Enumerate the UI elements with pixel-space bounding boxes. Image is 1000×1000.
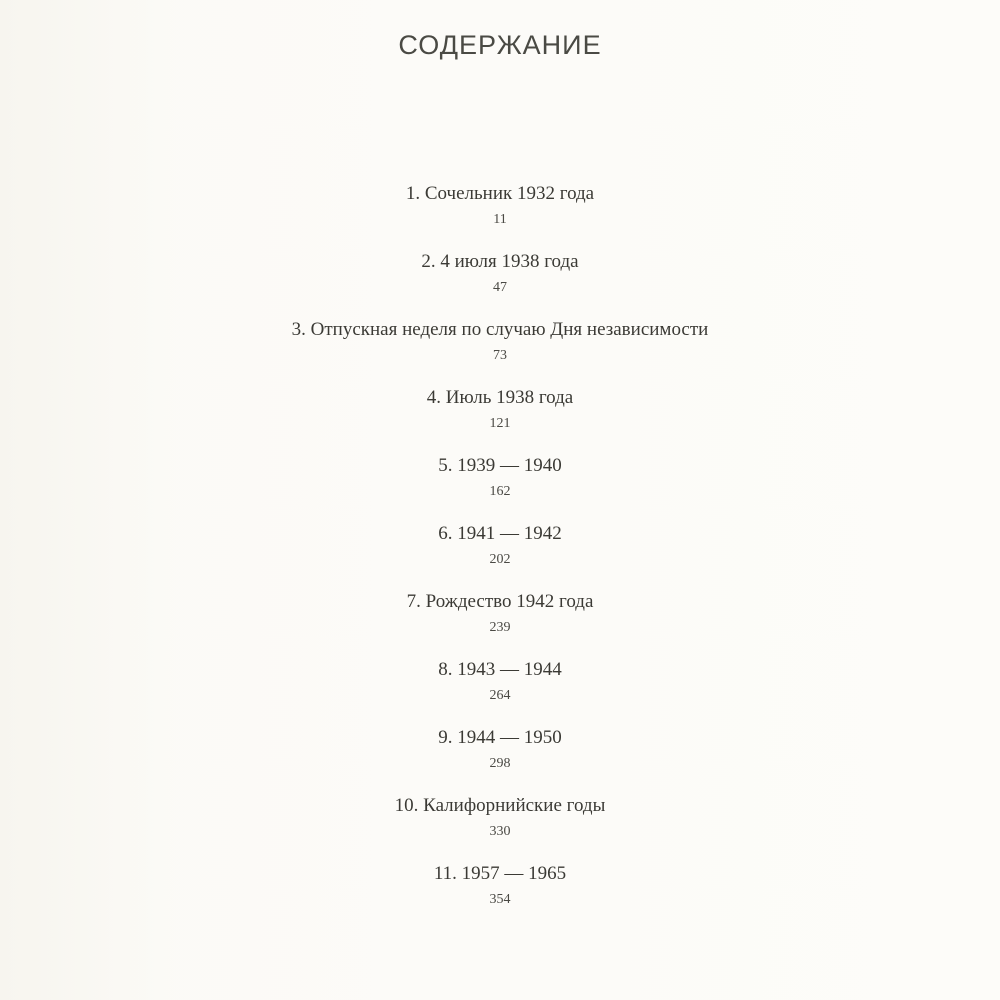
toc-entry-page-number: 121 — [489, 416, 511, 431]
toc-entry-title: 6. 1941 — 1942 — [438, 523, 562, 544]
toc-entry-title: 8. 1943 — 1944 — [438, 659, 562, 680]
toc-entry — [0, 384, 1000, 452]
toc-entry-page-number: 330 — [489, 824, 511, 839]
toc-entry-title: 9. 1944 — 1950 — [438, 727, 562, 748]
toc-entry-page-number: 354 — [489, 892, 511, 907]
toc-entry-title: 10. Калифорнийские годы — [394, 795, 606, 816]
toc-entry-title: 4. Июль 1938 года — [426, 387, 574, 408]
toc-entry-page-number: 162 — [489, 484, 511, 499]
toc-entry-title: 2. 4 июля 1938 года — [421, 251, 579, 272]
toc-entry — [0, 316, 1000, 384]
toc-entry-page-number: 47 — [493, 280, 507, 295]
toc-entry-page-number: 264 — [489, 688, 511, 703]
toc-entry-page-number: 298 — [489, 756, 511, 771]
toc-entry — [0, 860, 1000, 928]
toc-entry-title: 11. 1957 — 1965 — [433, 863, 567, 884]
toc-entry-title: 7. Рождество 1942 года — [406, 591, 594, 612]
page-title: СОДЕРЖАНИЕ — [398, 30, 602, 60]
toc-entry — [0, 452, 1000, 520]
table-of-contents — [0, 180, 1000, 928]
toc-entry-page-number: 239 — [489, 620, 511, 635]
toc-entry-title: 1. Сочельник 1932 года — [405, 183, 595, 204]
toc-entry — [0, 520, 1000, 588]
toc-entry — [0, 792, 1000, 860]
toc-entry-title: 3. Отпускная неделя по случаю Дня независимости — [291, 319, 709, 340]
toc-entry — [0, 248, 1000, 316]
toc-entry — [0, 656, 1000, 724]
toc-entry-page-number: 202 — [489, 552, 511, 567]
toc-entry — [0, 180, 1000, 248]
toc-entry-title: 5. 1939 — 1940 — [438, 455, 562, 476]
toc-entry-page-number: 11 — [493, 212, 507, 227]
toc-entry-page-number: 73 — [493, 348, 507, 363]
toc-entry — [0, 724, 1000, 792]
toc-entry — [0, 588, 1000, 656]
